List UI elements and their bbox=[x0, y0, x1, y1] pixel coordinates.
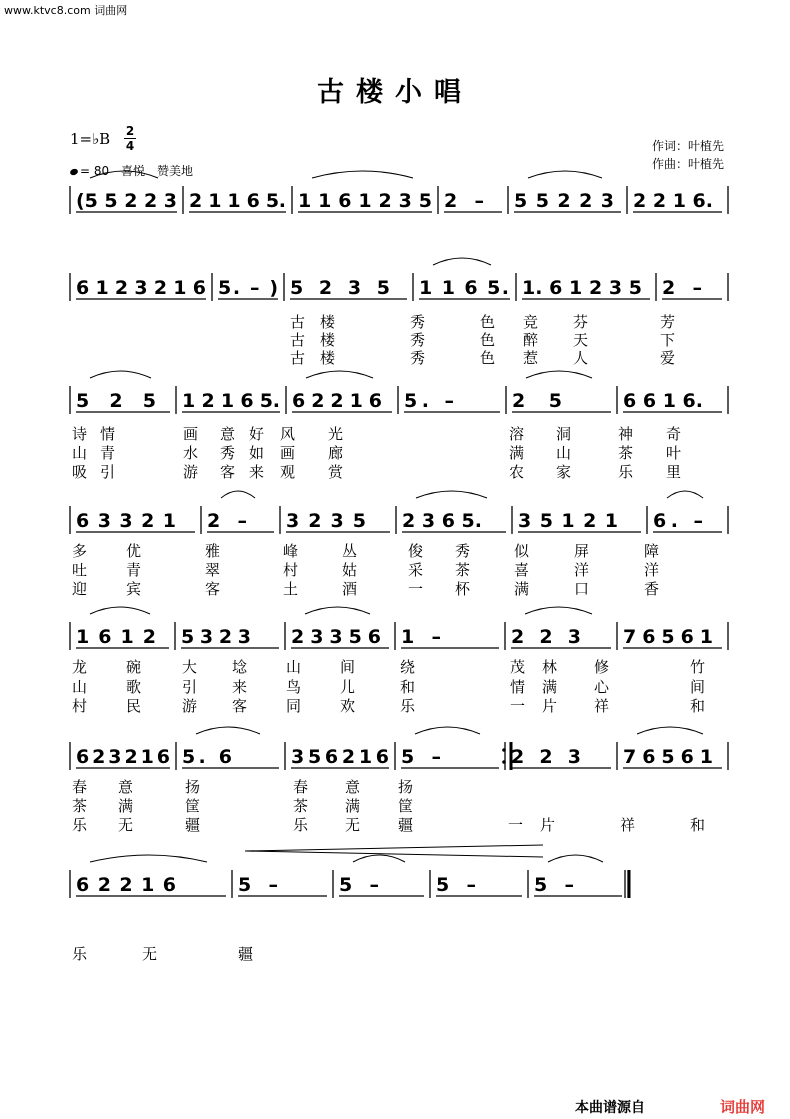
lyric-char: 扬 bbox=[398, 778, 414, 796]
lyric-char: 翠 bbox=[205, 561, 221, 579]
notation-measure: 2 – bbox=[207, 510, 247, 532]
lyric-char: 竞 bbox=[523, 313, 539, 331]
slur-arc bbox=[305, 607, 370, 614]
lyric-char: 似 bbox=[514, 542, 530, 560]
lyric-char: 林 bbox=[542, 658, 558, 676]
lyric-char: 茶 bbox=[293, 797, 309, 815]
lyric-char: 吐 bbox=[72, 561, 88, 579]
repeat-dot bbox=[502, 760, 506, 764]
lyric-char: 乐 bbox=[400, 697, 416, 715]
lyric-char: 青 bbox=[100, 444, 116, 462]
lyric-char: 村 bbox=[283, 561, 299, 579]
lyric-char: 乐 bbox=[72, 816, 88, 834]
tempo-value: = 80 bbox=[80, 164, 110, 178]
lyric-char: 引 bbox=[100, 463, 116, 481]
notation-measure: 2 2 1 6. bbox=[633, 190, 713, 212]
lyric-char: 来 bbox=[249, 463, 265, 481]
lyric-char: 同 bbox=[286, 697, 302, 715]
lyric-char: 秀 bbox=[410, 331, 426, 349]
notation-measure: 5 – bbox=[534, 874, 574, 896]
lyric-char: 满 bbox=[118, 797, 134, 815]
lyric-char: 春 bbox=[293, 778, 309, 796]
time-signature-top: 2 bbox=[125, 124, 135, 138]
lyric-char: 芬 bbox=[573, 313, 589, 331]
slur-arc bbox=[90, 171, 158, 178]
lyric-char: 障 bbox=[644, 542, 660, 560]
lyric-char: 杯 bbox=[455, 580, 471, 598]
lyric-char: 色 bbox=[480, 349, 496, 367]
mood-marking: 喜悦 赞美地 bbox=[120, 164, 193, 178]
lyric-char: 游 bbox=[183, 463, 199, 481]
lyric-char: 片 bbox=[542, 697, 558, 715]
lyric-char: 色 bbox=[480, 331, 496, 349]
composer-credit: 作曲：叶植先 bbox=[651, 157, 724, 171]
lyric-char: 酒 bbox=[342, 580, 358, 598]
lyric-char: 和 bbox=[400, 678, 416, 696]
lyric-char: 大 bbox=[182, 658, 198, 676]
lyric-char: 一 bbox=[408, 580, 424, 598]
notation-measure: 6 3 3 2 1 bbox=[76, 510, 176, 532]
notation-measure: 1 1 6 1 2 3 5 bbox=[298, 190, 432, 212]
lyric-char: 修 bbox=[594, 658, 610, 676]
lyric-char: 口 bbox=[574, 580, 590, 598]
lyric-char: 筐 bbox=[398, 797, 414, 815]
lyric-char: 多 bbox=[72, 542, 88, 560]
lyric-char: 引 bbox=[182, 678, 198, 696]
lyric-char: 古 bbox=[290, 331, 306, 349]
lyric-char: 意 bbox=[220, 425, 236, 443]
notation-measure: 5 3 2 3 bbox=[181, 626, 251, 648]
lyric-char: 鸟 bbox=[286, 678, 302, 696]
notation-measure: 5 2 5 bbox=[76, 390, 156, 412]
notation-measure: 2 1 1 6 5. bbox=[189, 190, 286, 212]
lyric-char: 楼 bbox=[320, 313, 336, 331]
lyric-char: 筐 bbox=[185, 797, 201, 815]
lyric-char: 一 bbox=[508, 816, 524, 834]
slur-arc bbox=[221, 491, 255, 498]
lyric-char: 色 bbox=[480, 313, 496, 331]
notation-measure: 1. 6 1 2 3 5 bbox=[522, 277, 642, 299]
notation-measure: 5. 6 bbox=[182, 746, 232, 768]
lyric-char: 茂 bbox=[510, 658, 526, 676]
lyric-char: 画 bbox=[183, 425, 199, 443]
lyric-char: 古 bbox=[290, 313, 306, 331]
lyric-char: 山 bbox=[72, 444, 88, 462]
lyric-char: 楼 bbox=[320, 331, 336, 349]
footer-brand-logo[interactable]: 词曲网 bbox=[720, 1098, 766, 1116]
lyric-char: 芳 bbox=[660, 313, 676, 331]
lyric-char: 俊 bbox=[408, 542, 424, 560]
lyric-char: 歌 bbox=[126, 678, 142, 696]
lyricist-credit: 作词：叶植先 bbox=[651, 139, 724, 153]
lyric-char: 疆 bbox=[185, 816, 201, 834]
lyric-char: 村 bbox=[72, 697, 88, 715]
lyric-char: 疆 bbox=[398, 816, 414, 834]
notation-measure: 5 2 3 5 bbox=[290, 277, 390, 299]
lyric-char: 欢 bbox=[340, 697, 356, 715]
slur-arc bbox=[637, 727, 703, 734]
lyric-char: 古 bbox=[290, 349, 306, 367]
lyric-char: 神 bbox=[618, 425, 634, 443]
lyric-char: 如 bbox=[249, 444, 265, 462]
lyric-char: 游 bbox=[182, 697, 198, 715]
lyric-char: 奇 bbox=[666, 425, 682, 443]
lyric-char: 楼 bbox=[320, 349, 336, 367]
lyric-char: 客 bbox=[232, 697, 248, 715]
lyric-char: 农 bbox=[509, 463, 525, 481]
lyric-char: 人 bbox=[573, 349, 589, 367]
lyric-char: 水 bbox=[183, 444, 199, 462]
lyric-char: 乐 bbox=[618, 463, 634, 481]
lyric-char: 诗 bbox=[72, 425, 88, 443]
lyric-char: 喜 bbox=[514, 561, 530, 579]
lyric-char: 光 bbox=[328, 425, 344, 443]
lyric-char: 风 bbox=[280, 425, 296, 443]
lyric-char: 洋 bbox=[644, 561, 660, 579]
lyric-char: 山 bbox=[556, 444, 572, 462]
notation-measure: 5. – ) bbox=[218, 277, 278, 299]
notation-measure: (5 5 2 2 3 bbox=[76, 190, 177, 212]
slur-arc bbox=[306, 371, 373, 378]
notation-measure: 3 5 6 2 1 6 bbox=[291, 746, 389, 768]
notation-measure: 1 6 1 2 bbox=[76, 626, 156, 648]
lyric-char: 满 bbox=[542, 678, 558, 696]
hairpin-upper bbox=[245, 845, 543, 851]
lyric-char: 祥 bbox=[620, 816, 636, 834]
lyric-char: 观 bbox=[280, 463, 296, 481]
notation-measure: 6 2 2 1 6 bbox=[292, 390, 382, 412]
lyric-char: 无 bbox=[118, 816, 134, 834]
lyric-char: 和 bbox=[690, 697, 706, 715]
lyric-char: 满 bbox=[345, 797, 361, 815]
lyric-char: 采 bbox=[408, 561, 424, 579]
lyric-char: 满 bbox=[509, 444, 525, 462]
lyric-char: 下 bbox=[660, 331, 676, 349]
lyric-char: 洞 bbox=[556, 425, 572, 443]
notation-measure: 1 – bbox=[401, 626, 441, 648]
slur-arc bbox=[196, 727, 260, 734]
slur-arc bbox=[525, 607, 592, 614]
footer-source-text: 本曲谱源自 bbox=[575, 1100, 645, 1116]
lyric-char: 儿 bbox=[340, 678, 356, 696]
lyric-char: 爱 bbox=[660, 349, 676, 367]
lyric-char: 屏 bbox=[574, 542, 590, 560]
notation-measure: 1 2 1 6 5. bbox=[182, 390, 280, 412]
lyric-char: 峰 bbox=[283, 542, 299, 560]
lyric-char: 茶 bbox=[72, 797, 88, 815]
notation-measure: 2 3 3 5 6 bbox=[291, 626, 381, 648]
notation-measure: 1 1 6 5. bbox=[419, 277, 509, 299]
lyric-char: 竹 bbox=[690, 658, 706, 676]
lyric-char: 间 bbox=[340, 658, 356, 676]
notation-measure: 5 5 2 2 3 bbox=[514, 190, 614, 212]
lyric-char: 惹 bbox=[523, 349, 539, 367]
lyric-char: 意 bbox=[345, 778, 361, 796]
lyric-char: 春 bbox=[72, 778, 88, 796]
lyric-char: 无 bbox=[345, 816, 361, 834]
repeat-dot bbox=[502, 748, 506, 752]
slur-arc bbox=[415, 727, 480, 734]
lyric-char: 龙 bbox=[72, 658, 88, 676]
lyric-char: 茶 bbox=[618, 444, 634, 462]
notation-measure: 2 5 bbox=[512, 390, 562, 412]
lyric-char: 姑 bbox=[342, 561, 358, 579]
lyric-char: 洋 bbox=[574, 561, 590, 579]
lyric-char: 天 bbox=[573, 331, 589, 349]
lyric-char: 叶 bbox=[666, 444, 682, 462]
slur-arc bbox=[90, 855, 207, 862]
lyric-char: 家 bbox=[556, 463, 572, 481]
lyric-char: 雅 bbox=[205, 542, 221, 560]
lyric-char: 乐 bbox=[293, 816, 309, 834]
lyric-char: 情 bbox=[510, 678, 526, 696]
lyric-char: 山 bbox=[286, 658, 302, 676]
lyric-char: 片 bbox=[540, 816, 556, 834]
lyric-char: 秀 bbox=[410, 349, 426, 367]
notation-measure: 6 2 3 2 1 6 bbox=[76, 746, 170, 768]
slur-arc bbox=[433, 258, 491, 265]
lyric-char: 绕 bbox=[400, 658, 416, 676]
lyric-char: 迎 bbox=[72, 580, 88, 598]
notation-measure: 2 2 3 bbox=[511, 746, 581, 768]
lyric-char: 心 bbox=[594, 678, 610, 696]
slur-arc bbox=[528, 171, 602, 178]
notation-measure: 6. – bbox=[653, 510, 703, 532]
notation-measure: 7 6 5 6 1 bbox=[623, 746, 713, 768]
lyric-char: 丛 bbox=[342, 542, 358, 560]
notation-measure: 2 – bbox=[662, 277, 702, 299]
lyric-char: 香 bbox=[644, 580, 660, 598]
slur-arc bbox=[548, 855, 603, 862]
notation-measure: 6 2 2 1 6 bbox=[76, 874, 176, 896]
notation-measure: 3 5 1 2 1 bbox=[518, 510, 618, 532]
lyric-char: 吸 bbox=[72, 463, 88, 481]
lyric-char: 土 bbox=[283, 580, 299, 598]
lyric-char: 和 bbox=[690, 816, 706, 834]
slur-arc bbox=[353, 855, 405, 862]
lyric-char: 山 bbox=[72, 678, 88, 696]
lyric-char: 优 bbox=[126, 542, 142, 560]
lyric-char: 碗 bbox=[126, 658, 142, 676]
lyric-char: 秀 bbox=[220, 444, 236, 462]
lyric-char: 茶 bbox=[455, 561, 471, 579]
lyric-char: 乐 bbox=[72, 945, 88, 963]
lyric-char: 埝 bbox=[232, 658, 248, 676]
lyric-char: 意 bbox=[118, 778, 134, 796]
slur-arc bbox=[90, 607, 150, 614]
lyric-char: 疆 bbox=[238, 945, 254, 963]
notation-measure: 7 6 5 6 1 bbox=[623, 626, 713, 648]
lyric-char: 画 bbox=[280, 444, 296, 462]
lyric-char: 宾 bbox=[126, 580, 142, 598]
lyric-char: 来 bbox=[232, 678, 248, 696]
lyric-char: 赏 bbox=[328, 463, 344, 481]
time-signature-bottom: 4 bbox=[125, 139, 135, 153]
lyric-char: 好 bbox=[249, 425, 265, 443]
key-signature: 1=♭B bbox=[70, 130, 111, 148]
notation-measure: 6 1 2 3 2 1 6 bbox=[76, 277, 206, 299]
lyric-char: 满 bbox=[514, 580, 530, 598]
lyric-char: 秀 bbox=[410, 313, 426, 331]
notation-measure: 6 6 1 6. bbox=[623, 390, 703, 412]
notation-measure: 5 – bbox=[238, 874, 278, 896]
lyric-char: 一 bbox=[510, 697, 526, 715]
lyric-char: 醉 bbox=[523, 331, 539, 349]
lyric-char: 民 bbox=[126, 697, 142, 715]
lyric-char: 客 bbox=[205, 580, 221, 598]
page-title: 古楼小唱 bbox=[317, 77, 473, 108]
lyric-char: 无 bbox=[142, 945, 158, 963]
notation-measure: 2 – bbox=[444, 190, 484, 212]
lyric-char: 扬 bbox=[185, 778, 201, 796]
notation-measure: 3 2 3 5 bbox=[286, 510, 366, 532]
lyric-char: 间 bbox=[690, 678, 706, 696]
lyric-char: 秀 bbox=[455, 542, 471, 560]
lyric-char: 青 bbox=[126, 561, 142, 579]
site-url[interactable]: www.ktvc8.com 词曲网 bbox=[4, 4, 128, 17]
lyric-char: 廊 bbox=[328, 444, 344, 462]
hairpin-lower bbox=[245, 851, 543, 857]
slur-arc bbox=[667, 491, 703, 498]
lyric-char: 里 bbox=[666, 463, 682, 481]
slur-arc bbox=[312, 171, 413, 178]
notation-measure: 2 3 6 5. bbox=[402, 510, 482, 532]
slur-arc bbox=[526, 371, 592, 378]
slur-arc bbox=[90, 371, 151, 378]
notation-measure: 5 – bbox=[436, 874, 476, 896]
lyric-char: 祥 bbox=[594, 697, 610, 715]
slur-arc bbox=[416, 491, 487, 498]
lyric-char: 情 bbox=[100, 425, 116, 443]
lyric-char: 溶 bbox=[509, 425, 525, 443]
notation-measure: 5 – bbox=[339, 874, 379, 896]
lyric-char: 客 bbox=[220, 463, 236, 481]
notation-measure: 5. – bbox=[404, 390, 454, 412]
notation-measure: 2 2 3 bbox=[511, 626, 581, 648]
notation-measure: 5 – bbox=[401, 746, 441, 768]
